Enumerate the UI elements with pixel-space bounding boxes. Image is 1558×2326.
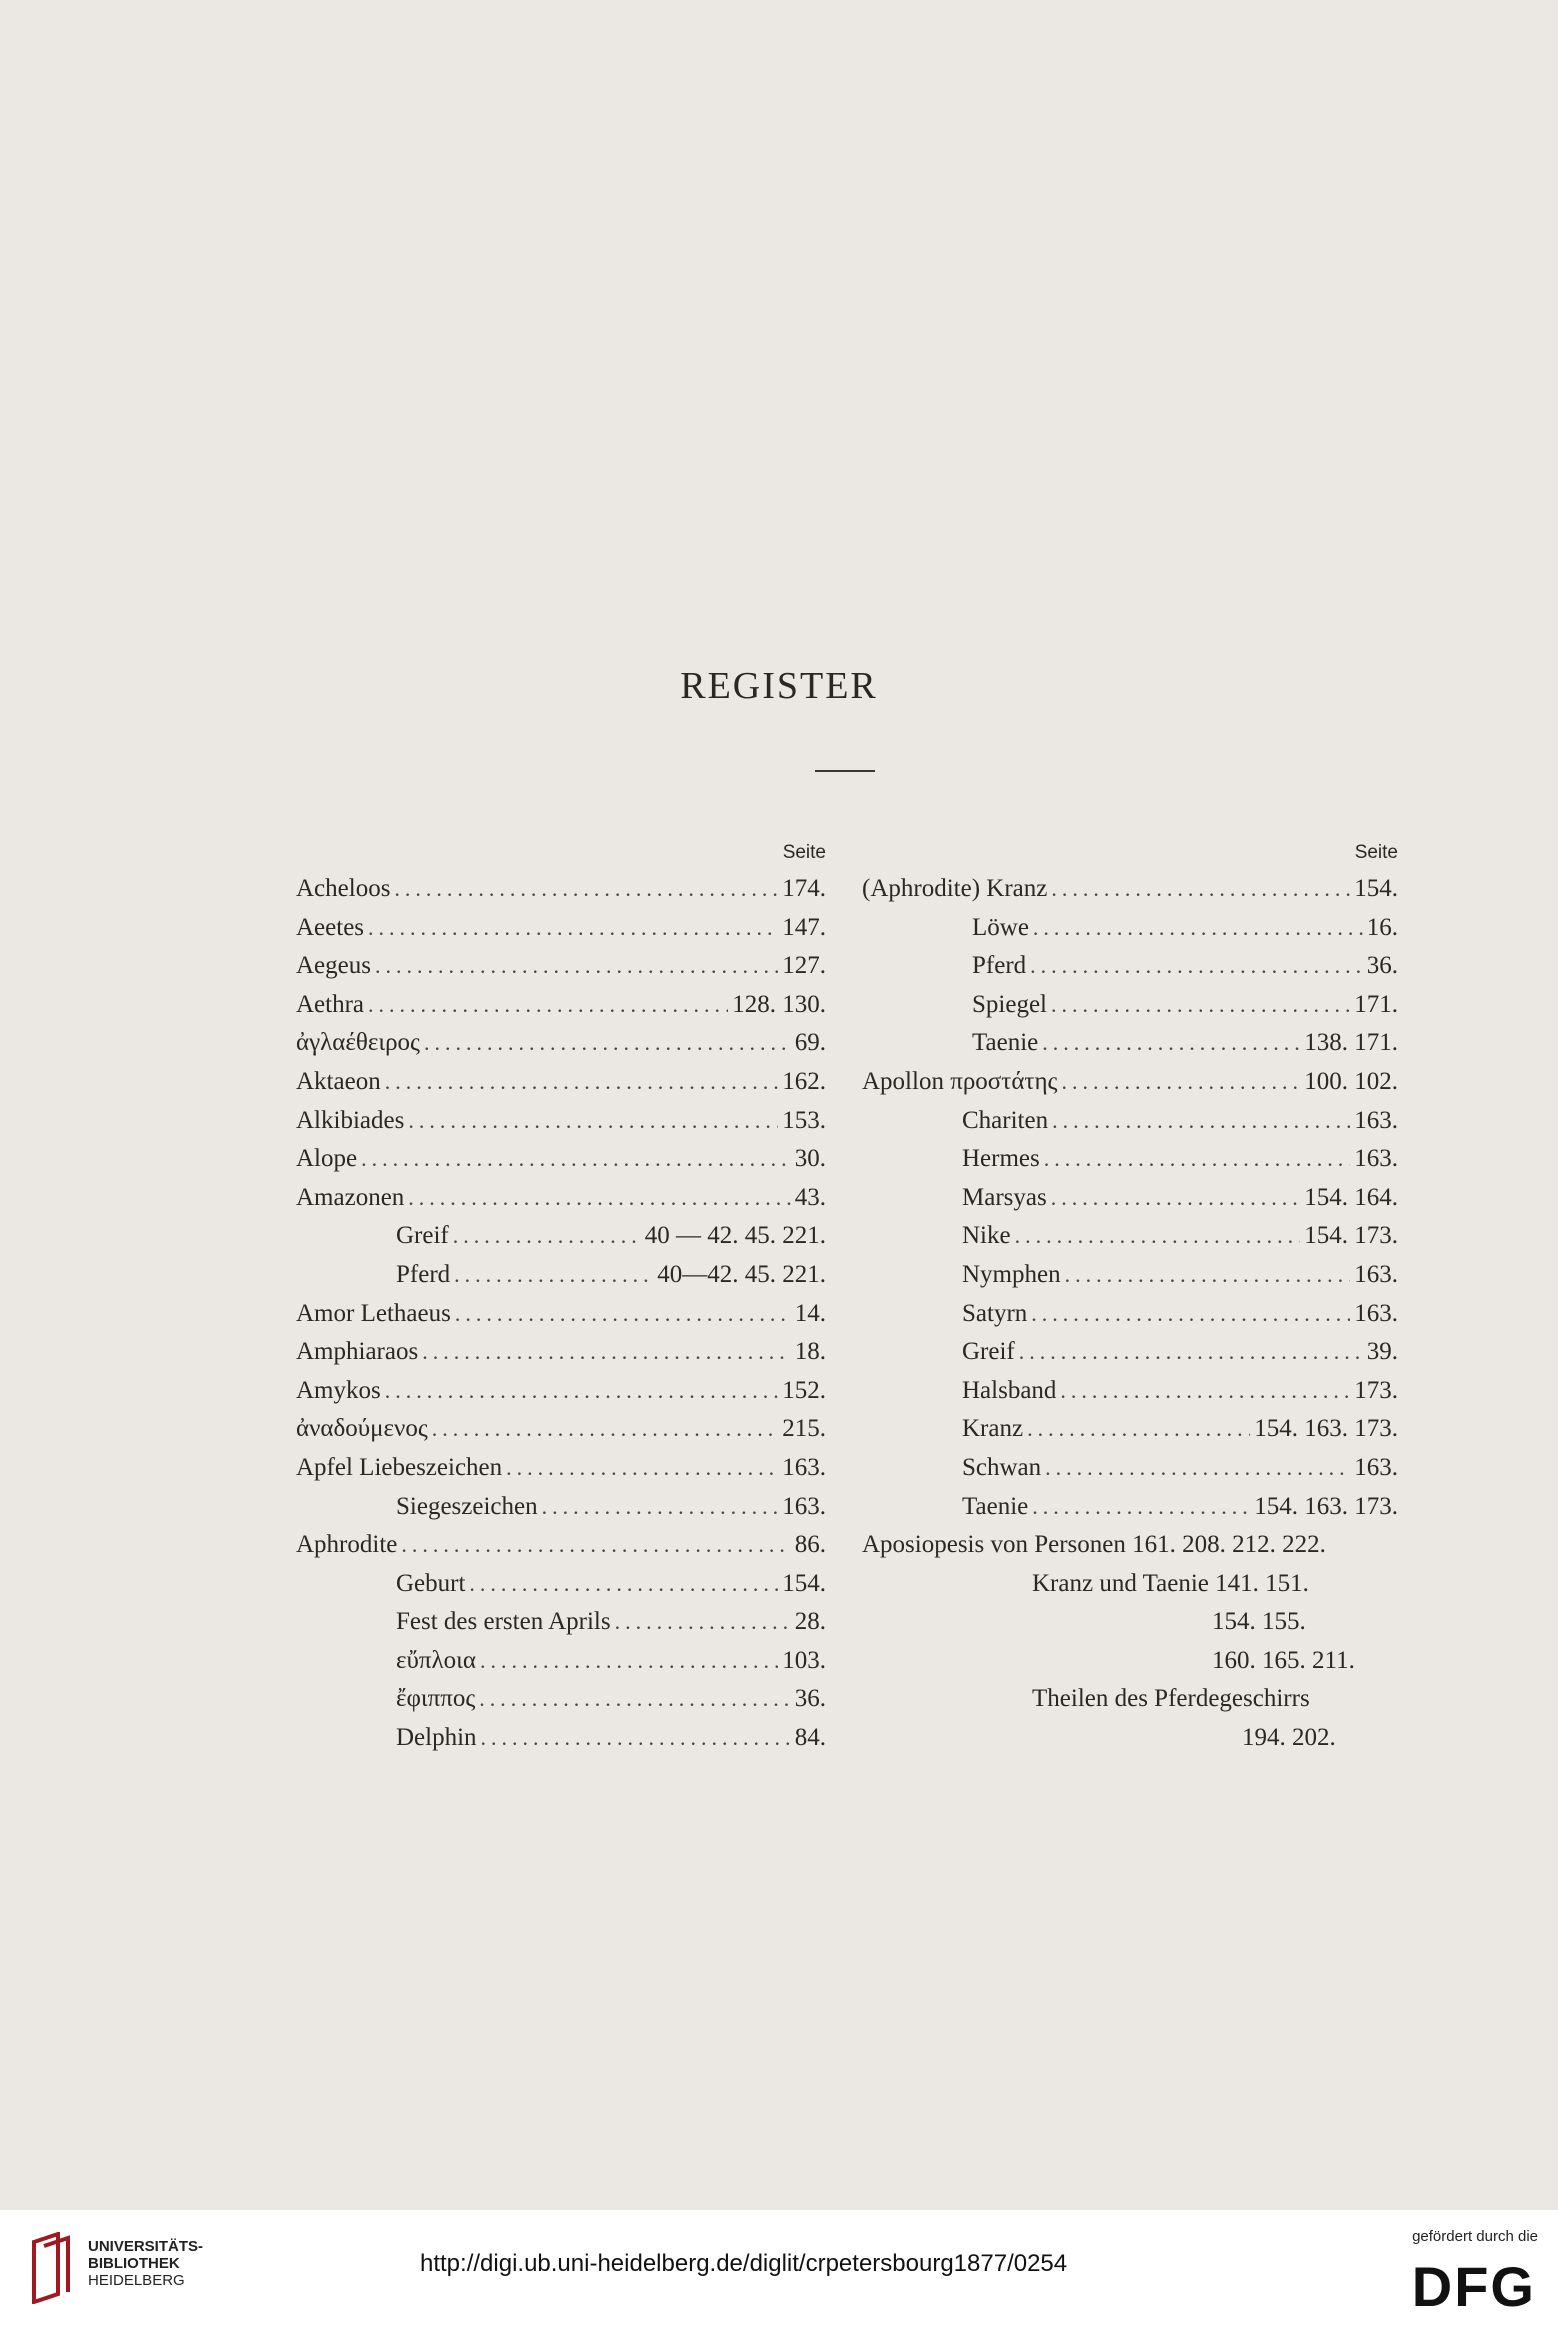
footer-bar [0,2210,1558,2326]
dot-leader [1031,1301,1350,1327]
entry-term: Amor Lethaeus [296,1299,451,1327]
entry-pages: 153. [782,1106,826,1134]
dot-leader [408,1185,790,1211]
dot-leader [401,1532,790,1558]
dot-leader [1051,1185,1301,1211]
index-entry [862,1570,1398,1609]
entry-term: Schwan [962,1453,1042,1481]
index-entry [296,1377,826,1416]
dot-leader [455,1301,791,1327]
entry-pages: 163. [1354,1145,1398,1173]
entry-term: Fest des ersten Aprils [396,1608,611,1636]
entry-term: Halsband [962,1376,1057,1404]
entry-pages: 163. [1354,1453,1398,1481]
index-entry [862,1029,1398,1068]
entry-pages: 163. [782,1492,826,1520]
index-entry [296,1261,826,1300]
entry-pages: 103. [782,1646,826,1674]
entry-term: Siegeszeichen [396,1492,538,1520]
page-title: REGISTER [680,665,878,707]
index-entry [862,875,1398,914]
dot-leader [1033,915,1363,941]
dot-leader [469,1571,778,1597]
dot-leader [432,1416,778,1442]
entry-pages: 147. [782,913,826,941]
entry-pages: 18. [794,1338,826,1366]
index-entry [862,1184,1398,1223]
dot-leader [1019,1339,1363,1365]
entry-term: Aethra [296,990,365,1018]
entry-term: Geburt [396,1569,466,1597]
entry-pages: 174. [782,875,826,902]
entry-pages: 128. 130. [732,990,826,1018]
index-entry [296,1415,826,1454]
index-column-left [296,842,826,1763]
entry-term: 154. 155. [1212,1608,1306,1636]
entry-pages: 163. [1354,1106,1398,1134]
entry-pages: 127. [782,952,826,980]
entry-pages: 152. [782,1376,826,1404]
entry-pages: 173. [1354,1376,1398,1404]
index-entry [862,1377,1398,1416]
index-entry [862,1608,1398,1647]
entry-term: Aktaeon [296,1067,381,1095]
library-logo-icon [28,2232,86,2304]
entry-term: Nymphen [962,1260,1061,1288]
dot-leader [1051,876,1350,902]
entry-pages: 163. [1354,1299,1398,1327]
index-entry [296,952,826,991]
entry-term: Amphiaraos [296,1338,419,1366]
index-entry [296,1454,826,1493]
entry-pages: 154. [782,1569,826,1597]
entry-pages: 30. [794,1145,826,1173]
index-entry [296,1029,826,1068]
dot-leader [453,1223,641,1249]
dot-leader [1042,1030,1300,1056]
entry-term: Amykos [296,1376,381,1404]
entry-pages: 40—42. 45. 221. [657,1260,826,1288]
dot-leader [1044,1146,1351,1172]
index-entry [296,1300,826,1339]
dot-leader [1015,1223,1301,1249]
index-entry [296,1685,826,1724]
entry-pages: 36. [1366,952,1398,980]
index-entry [862,1261,1398,1300]
entry-term: Kranz und Taenie 141. 151. [1032,1569,1309,1597]
entry-pages: 84. [794,1724,826,1752]
dfg-logo: DFG [1411,2255,1536,2318]
dot-leader [615,1609,791,1635]
entry-pages: 138. 171. [1304,1029,1398,1057]
dot-leader [394,876,778,902]
entry-term: ἀναδούμενος [296,1415,428,1443]
index-entry [296,1338,826,1377]
dot-leader [375,953,778,979]
entry-pages: 215. [782,1415,826,1443]
index-entry [862,1145,1398,1184]
entry-pages: 86. [794,1531,826,1559]
entry-pages: 39. [1366,1338,1398,1366]
entry-term: Greif [396,1222,449,1250]
index-column-right [862,842,1398,1763]
entry-term: Nike [962,1222,1011,1250]
entry-term: εὔπλοια [396,1646,476,1674]
index-entry [862,1300,1398,1339]
index-entry [296,1570,826,1609]
entry-pages: 171. [1354,990,1398,1018]
entry-term: Amazonen [296,1183,405,1211]
dot-leader [480,1648,778,1674]
entry-term: Satyrn [962,1299,1028,1327]
library-name: UNIVERSITÄTS- BIBLIOTHEK HEIDELBERG [88,2238,204,2289]
entry-pages: 163. [1354,1260,1398,1288]
dot-leader [1027,1416,1250,1442]
dot-leader [1045,1455,1350,1481]
index-entry [862,1222,1398,1261]
entry-term: Taenie [972,1029,1039,1057]
index-entry [296,1724,826,1763]
index-entry [862,1068,1398,1107]
dot-leader [506,1455,778,1481]
dot-leader [1030,953,1363,979]
entry-pages: 154. 164. [1304,1183,1398,1211]
dot-leader [1051,992,1350,1018]
dot-leader [424,1030,791,1056]
entry-pages: 154. 173. [1304,1222,1398,1250]
title-rule [815,770,875,772]
entry-term: Alkibiades [296,1106,405,1134]
entry-pages: 162. [782,1067,826,1095]
entry-term: Theilen des Pferdegeschirrs [1032,1685,1310,1713]
entry-term: Spiegel [972,990,1047,1018]
index-entry [296,1184,826,1223]
index-entry [296,1608,826,1647]
entry-pages: 100. 102. [1304,1067,1398,1095]
entry-term: Chariten [962,1106,1049,1134]
index-entry [296,1068,826,1107]
entry-pages: 40 — 42. 45. 221. [644,1222,826,1250]
index-entry [296,1222,826,1261]
entry-term: ἀγλαέθειρος [296,1029,420,1057]
entry-term: Kranz [962,1415,1024,1443]
index-entry [296,1531,826,1570]
entry-term: Apollon προστάτης [862,1067,1058,1095]
entry-pages: 69. [794,1029,826,1057]
funding-note: gefördert durch die [1412,2228,1538,2245]
index-entry [296,991,826,1030]
dot-leader [368,915,778,941]
entry-pages: 36. [794,1685,826,1713]
dot-leader [479,1686,790,1712]
dot-leader [422,1339,791,1365]
entry-term: Aphrodite [296,1531,398,1559]
dot-leader [368,992,728,1018]
dot-leader [1060,1378,1350,1404]
index-entry [862,1531,1398,1570]
dot-leader [481,1725,791,1751]
index-entry [296,1647,826,1686]
index-entry [862,1493,1398,1532]
entry-term: Delphin [396,1724,477,1752]
entry-term: 160. 165. 211. [1212,1646,1355,1674]
entry-term: Alope [296,1145,358,1173]
entry-term: (Aphrodite) Kranz [862,875,1048,902]
index-entry [296,875,826,914]
entry-term: 194. 202. [1242,1724,1336,1752]
entry-pages: 28. [794,1608,826,1636]
entry-term: Aeetes [296,913,365,941]
entry-term: Aegeus [296,952,371,980]
entry-term: Marsyas [962,1183,1047,1211]
index-entry [862,1338,1398,1377]
entry-term: Apfel Liebeszeichen [296,1453,503,1481]
index-entry [296,1493,826,1532]
entry-term: Greif [962,1338,1015,1366]
entry-term: Pferd [396,1260,451,1288]
dot-leader [385,1378,779,1404]
entry-pages: 163. [782,1453,826,1481]
index-entry [862,1454,1398,1493]
entry-pages: 154. [1354,875,1398,902]
dot-leader [1065,1262,1351,1288]
dot-leader [385,1069,779,1095]
index-entry [296,1107,826,1146]
dot-leader [408,1108,778,1134]
dot-leader [1061,1069,1300,1095]
dot-leader [542,1494,779,1520]
seite-header-left: Seite [782,842,826,863]
index-entry [296,1145,826,1184]
entry-pages: 154. 163. 173. [1254,1415,1398,1443]
index-entry [862,1685,1398,1724]
seite-header-right: Seite [1354,842,1398,863]
index-entry [862,991,1398,1030]
index-entry [296,914,826,953]
dot-leader [454,1262,653,1288]
permalink-url[interactable]: http://digi.ub.uni-heidelberg.de/diglit/crpetersbourg1877/0254 [420,2250,1068,2277]
index-entry [862,1724,1398,1763]
index-entry [862,914,1398,953]
entry-term: Löwe [972,913,1029,941]
entry-pages: 154. 163. 173. [1254,1492,1398,1520]
entry-pages: 43. [794,1183,826,1211]
entry-term: Pferd [972,952,1027,980]
entry-term: Hermes [962,1145,1040,1173]
entry-term: Taenie [962,1492,1029,1520]
entry-term: Acheloos [296,875,391,902]
entry-pages: 16. [1366,913,1398,941]
entry-pages: 14. [794,1299,826,1327]
dot-leader [1032,1494,1250,1520]
index-entry [862,1647,1398,1686]
entry-term: ἔφιππος [396,1685,476,1713]
index-entry [862,1107,1398,1146]
dot-leader [1052,1108,1350,1134]
dot-leader [361,1146,791,1172]
index-entry [862,1415,1398,1454]
entry-term: Aposiopesis von Personen 161. 208. 212. 222. [862,1531,1326,1559]
index-entry [862,952,1398,991]
